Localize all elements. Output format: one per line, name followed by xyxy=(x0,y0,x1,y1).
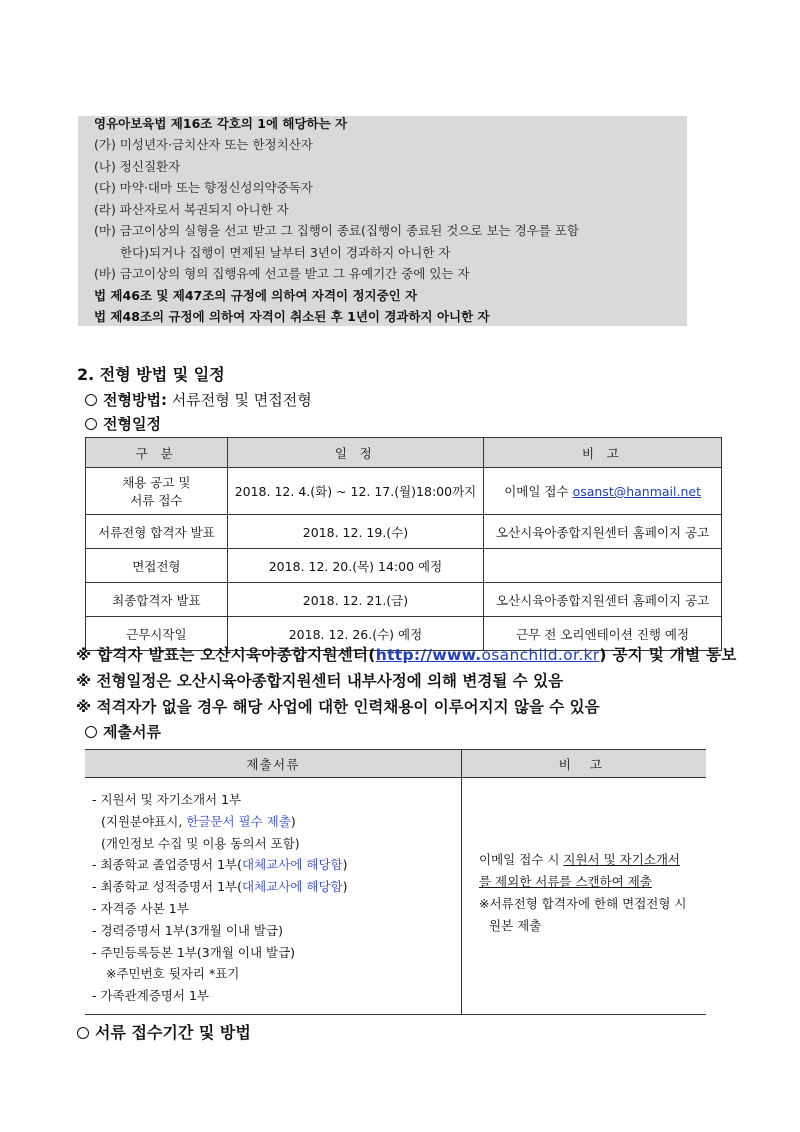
disq-line: 법 제48조의 규정에 의하여 자격이 취소된 후 1년이 경과하지 아니한 자 xyxy=(94,309,490,324)
receipt-heading xyxy=(77,1020,251,1043)
header-date: 일 정 xyxy=(227,438,484,468)
header-item: 구 분 xyxy=(86,438,228,468)
table-row xyxy=(86,549,722,583)
list-item: (지원분야표시, 한글문서 필수 제출) xyxy=(101,813,296,829)
table-row xyxy=(86,515,722,549)
row-item: 면접전형 xyxy=(86,549,228,583)
list-item: - 최종학교 졸업증명서 1부(대체교사에 해당함) xyxy=(92,857,348,873)
row-note: 근무 전 오리엔테이션 진행 예정 xyxy=(484,617,722,651)
table-row xyxy=(86,468,722,515)
section-title: 2. 전형 방법 및 일정 xyxy=(77,365,225,384)
circle-bullet-icon xyxy=(85,726,97,738)
row-date: 2018. 12. 20.(목) 14:00 예정 xyxy=(227,549,484,583)
schedule-table xyxy=(85,437,722,651)
row-item: 근무시작일 xyxy=(86,617,228,651)
method-line xyxy=(85,389,312,410)
homepage-link[interactable]: http://www.osanchild.or.kr xyxy=(375,646,600,664)
remark-line: ※서류전형 합격자에 한해 면접전형 시 xyxy=(479,896,687,911)
list-item: - 지원서 및 자기소개서 1부 xyxy=(92,792,242,807)
email-link[interactable]: osanst@hanmail.net xyxy=(572,484,701,499)
row-date: 2018. 12. 4.(화) ~ 12. 17.(월)18:00까지 xyxy=(227,468,484,515)
documents-remarks xyxy=(462,778,707,1015)
table-row xyxy=(86,583,722,617)
header-remarks: 비 고 xyxy=(462,750,707,778)
disq-line: 법 제46조 및 제47조의 규정에 의하여 자격이 정지중인 자 xyxy=(94,288,418,303)
list-item: (개인정보 수집 및 이용 동의서 포함) xyxy=(101,835,300,851)
list-item: - 최종학교 성적증명서 1부(대체교사에 해당함) xyxy=(92,879,348,895)
row-item: 채용 공고 및 서류 접수 xyxy=(86,468,228,515)
header-documents: 제출서류 xyxy=(85,750,462,778)
circle-bullet-icon xyxy=(77,1027,89,1039)
header-note: 비 고 xyxy=(484,438,722,468)
disq-line: (나) 정신질환자 xyxy=(94,159,181,174)
documents-list xyxy=(85,778,462,1015)
row-date: 2018. 12. 21.(금) xyxy=(227,583,484,617)
row-note: 오산시육아종합지원센터 홈페이지 공고 xyxy=(484,583,722,617)
list-item: - 가족관계증명서 1부 xyxy=(92,988,210,1004)
list-item: - 경력증명서 1부(3개월 이내 발급) xyxy=(92,922,283,938)
remark-line: 원본 제출 xyxy=(489,918,542,933)
note-schedule-change: ※ 전형일정은 오산시육아종합지원센터 내부사정에 의해 변경될 수 있음 xyxy=(76,672,564,690)
row-item: 서류전형 합격자 발표 xyxy=(86,515,228,549)
row-note xyxy=(484,549,722,583)
remark-line: 이메일 접수 시 지원서 및 자기소개서 xyxy=(479,852,680,867)
row-date: 2018. 12. 19.(수) xyxy=(227,515,484,549)
row-item: 최종합격자 발표 xyxy=(86,583,228,617)
note-no-hire: ※ 적격자가 없을 경우 해당 사업에 대한 인력채용이 이루어지지 않을 수 있음 xyxy=(76,698,600,716)
remark-line: 를 제외한 서류를 스캔하여 제출 xyxy=(479,874,652,889)
row-note: 오산시육아종합지원센터 홈페이지 공고 xyxy=(484,515,722,549)
schedule-title: 전형일정 xyxy=(103,415,161,433)
circle-bullet-icon xyxy=(85,394,97,406)
schedule-heading xyxy=(85,413,161,434)
list-item: - 주민등록등본 1부(3개월 이내 발급) xyxy=(92,944,296,960)
list-item: ※주민번호 뒷자리 *표기 xyxy=(106,966,240,982)
disqualification-box xyxy=(78,116,687,326)
receipt-title: 서류 접수기간 및 방법 xyxy=(95,1023,251,1042)
row-date: 2018. 12. 26.(수) 예정 xyxy=(227,617,484,651)
list-item: - 자격증 사본 1부 xyxy=(92,900,189,916)
method-label: 전형방법: xyxy=(103,391,167,409)
disq-line: (다) 마약·대마 또는 향정신성의약중독자 xyxy=(94,180,313,195)
disq-line: (가) 미성년자·금치산자 또는 한정치산자 xyxy=(94,137,313,152)
disq-line: 한다)되거나 집행이 면제된 날부터 3년이 경과하지 아니한 자 xyxy=(120,245,451,260)
note-announcement: ※ 합격자 발표는 오산시육아종합지원센터(http://www.osanchild.or.kr) 공지 및 개별 통보 xyxy=(76,646,737,664)
circle-bullet-icon xyxy=(85,418,97,430)
row-note: 이메일 접수 osanst@hanmail.net xyxy=(484,468,722,515)
disq-line: (바) 금고이상의 형의 집행유예 선고를 받고 그 유예기간 중에 있는 자 xyxy=(94,266,470,281)
disq-line: (마) 금고이상의 실형을 선고 받고 그 집행이 종료(집행이 종료된 것으로 보는 경우를 포함 xyxy=(94,223,579,238)
method-value: 서류전형 및 면접전형 xyxy=(171,391,312,409)
disq-line: (라) 파산자로서 복권되지 아니한 자 xyxy=(94,202,289,217)
documents-table xyxy=(85,749,706,1015)
documents-heading xyxy=(85,721,161,742)
documents-title: 제출서류 xyxy=(103,723,161,741)
disq-line: 영유아보육법 제16조 각호의 1에 해당하는 자 xyxy=(94,116,348,131)
